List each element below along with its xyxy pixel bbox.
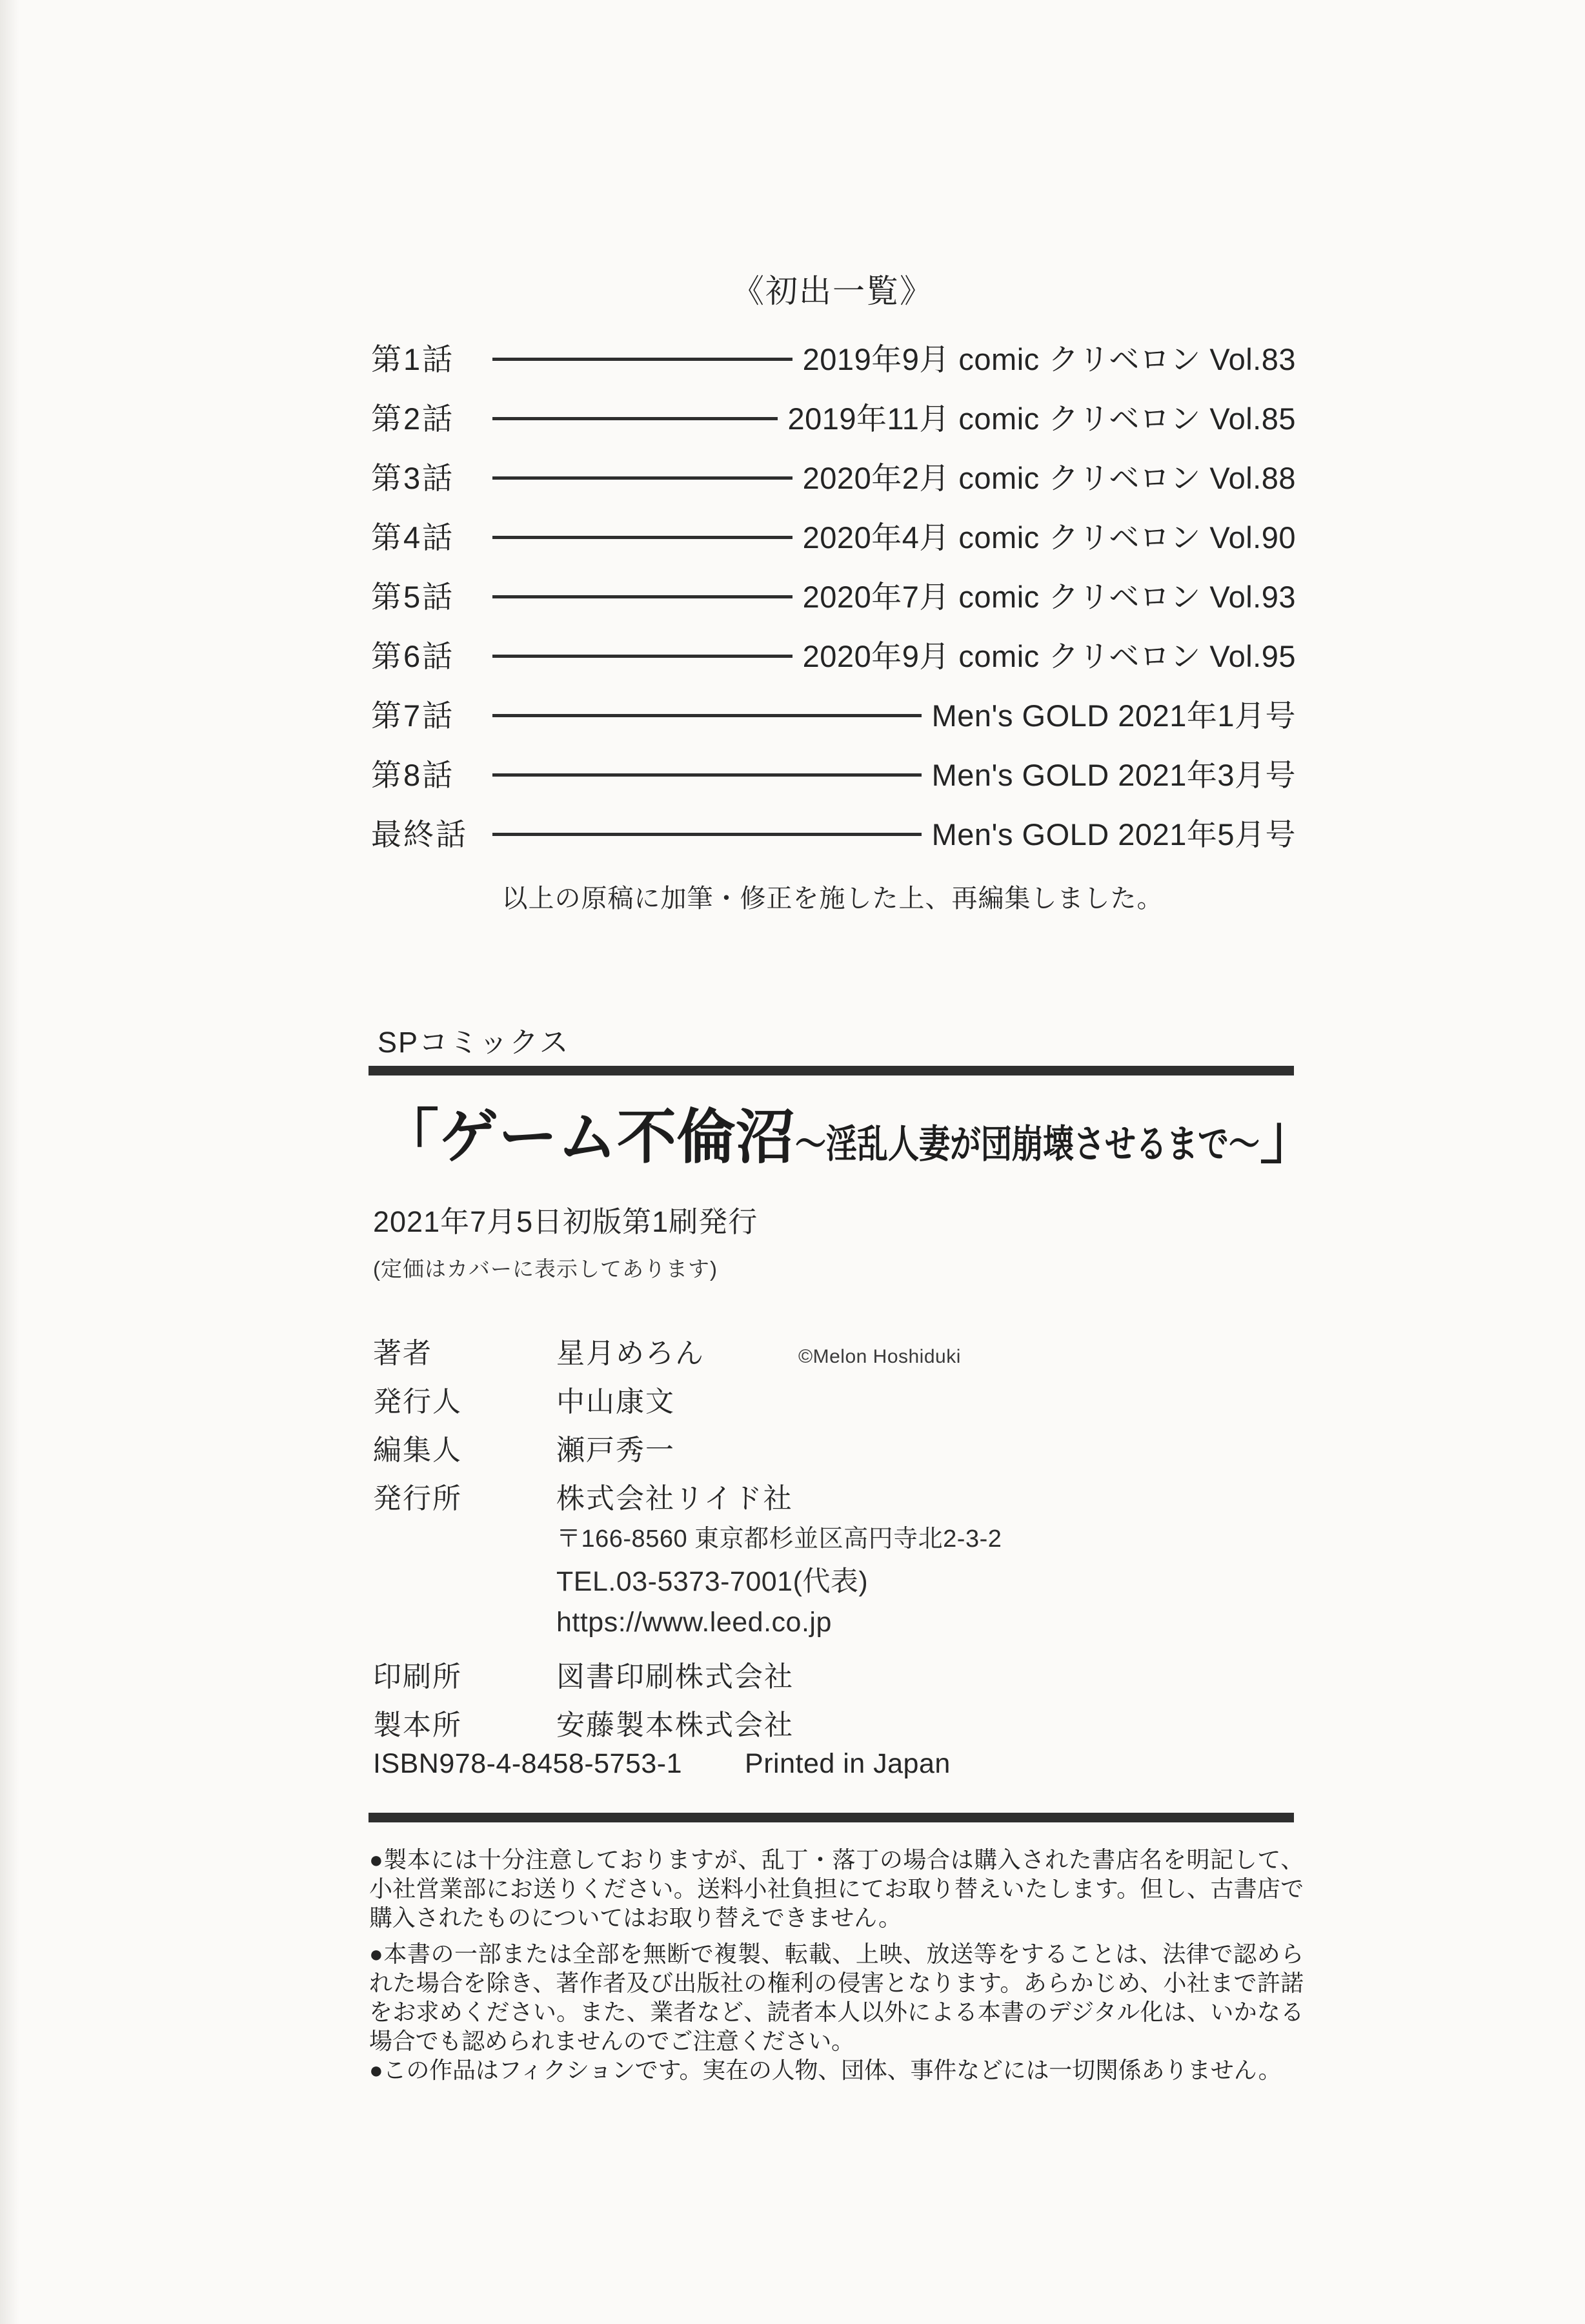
publisher-telephone: TEL.03-5373-7001(代表) — [556, 1566, 869, 1597]
publisher-url: https://www.leed.co.jp — [556, 1607, 832, 1638]
episode-source: 2019年11月 comic クリベロン Vol.85 — [787, 401, 1296, 436]
credit-value: 星月めろん — [556, 1338, 705, 1369]
leader-line — [492, 595, 792, 598]
episode-label: 第6話 — [371, 638, 455, 673]
episode-source: Men's GOLD 2021年3月号 — [931, 757, 1296, 792]
leader-line — [492, 655, 792, 658]
edition-line: 2021年7月5日初版第1刷発行 — [373, 1205, 758, 1238]
episode-label: 最終話 — [371, 817, 468, 851]
legal-notices — [369, 1845, 1304, 2084]
list-item — [371, 624, 1296, 684]
episode-source: Men's GOLD 2021年1月号 — [931, 698, 1296, 733]
credit-label: 編集人 — [373, 1434, 462, 1466]
list-item — [371, 505, 1296, 565]
episode-label: 第8話 — [371, 757, 455, 792]
episode-source: 2019年9月 comic クリベロン Vol.83 — [802, 341, 1296, 376]
notice-fiction: ●この作品はフィクションです。実在の人物、団体、事件などには一切関係ありません。 — [369, 2057, 1282, 2083]
credit-label: 製本所 — [373, 1709, 462, 1741]
credit-value: 瀬戸秀一 — [556, 1434, 675, 1466]
printed-in-japan: Printed in Japan — [745, 1748, 951, 1779]
credit-label: 発行所 — [373, 1483, 462, 1514]
credit-value: 中山康文 — [556, 1386, 675, 1418]
book-title — [379, 1105, 1528, 1170]
credit-label: 著者 — [373, 1338, 432, 1369]
credit-row-author — [373, 1321, 1296, 1369]
notice-binding: ●製本には十分注意しておりますが、乱丁・落丁の場合は購入された書店名を明記して、小社営業部にお送りください。送料小社負担にてお取り替えいたします。但し、古書店で購入されたものについてはお取り替えできません。 — [369, 1846, 1304, 1931]
book-title-main: 「ゲーム不倫沼 — [379, 1105, 796, 1170]
credit-label: 印刷所 — [373, 1661, 462, 1693]
leader-line — [492, 358, 792, 361]
credit-row-publisher-person — [373, 1369, 1296, 1418]
episode-label: 第1話 — [371, 341, 455, 376]
leader-line — [492, 476, 792, 480]
copyright-text: ©Melon Hoshiduki — [798, 1346, 961, 1367]
episode-source: 2020年4月 comic クリベロン Vol.90 — [802, 520, 1296, 555]
list-item — [371, 802, 1296, 862]
divider-rule-top — [368, 1066, 1294, 1075]
credit-row-editor — [373, 1418, 1296, 1466]
leader-line — [492, 773, 922, 777]
list-item — [371, 565, 1296, 624]
list-item — [371, 387, 1296, 446]
episode-source: 2020年7月 comic クリベロン Vol.93 — [802, 579, 1296, 614]
credit-value: 株式会社リイド社 — [556, 1483, 793, 1514]
episode-source: 2020年2月 comic クリベロン Vol.88 — [802, 460, 1296, 495]
book-title-close-bracket: 」 — [1260, 1105, 1320, 1170]
episode-label: 第5話 — [371, 579, 455, 614]
credit-value: 安藤製本株式会社 — [556, 1709, 794, 1741]
first-publication-list — [371, 327, 1296, 862]
list-item — [371, 684, 1296, 743]
episode-label: 第2話 — [371, 401, 455, 436]
first-publication-heading: 《初出一覧》 — [732, 273, 933, 309]
reedit-note: 以上の原稿に加筆・修正を施した上、再編集しました。 — [501, 884, 1164, 913]
isbn-number: ISBN978-4-8458-5753-1 — [373, 1748, 683, 1779]
credits-block — [373, 1321, 1296, 1741]
credit-value: 図書印刷株式会社 — [556, 1661, 794, 1693]
credit-label: 発行人 — [373, 1386, 462, 1418]
price-note: (定価はカバーに表示してあります) — [373, 1257, 718, 1281]
book-title-subtitle: ～淫乱人妻が団崩壊させるまで～ — [795, 1123, 1260, 1166]
episode-label: 第7話 — [371, 698, 455, 733]
divider-rule-bottom — [368, 1813, 1294, 1822]
isbn-row — [373, 1748, 951, 1780]
credit-row-binder — [373, 1693, 1296, 1741]
leader-line — [492, 714, 922, 717]
episode-source: Men's GOLD 2021年5月号 — [931, 817, 1296, 851]
leader-line — [492, 833, 922, 836]
list-item — [371, 743, 1296, 802]
notice-copyright: ●本書の一部または全部を無断で複製、転載、上映、放送等をすることは、法律で認められた場合を除き、著作者及び出版社の権利の侵害となります。あらかじめ、小社まで許諾をお求めください。また、業者など、読者本人以外による本書のデジタル化は、いかなる場合でも認められませんのでご注意ください。 — [369, 1941, 1304, 2054]
publisher-details — [556, 1514, 1296, 1644]
publisher-address: 〒166-8560 東京都杉並区高円寺北2-3-2 — [556, 1525, 1002, 1553]
episode-label: 第4話 — [371, 520, 455, 555]
leader-line — [492, 536, 792, 539]
episode-source: 2020年9月 comic クリベロン Vol.95 — [802, 638, 1296, 673]
scan-edge-shadow — [0, 0, 19, 2324]
list-item — [371, 446, 1296, 505]
credit-row-publishing-house — [373, 1466, 1296, 1514]
credit-row-printer — [373, 1644, 1296, 1693]
episode-label: 第3話 — [371, 460, 455, 495]
series-label: SPコミックス — [378, 1026, 570, 1059]
leader-line — [492, 417, 778, 420]
list-item — [371, 327, 1296, 387]
